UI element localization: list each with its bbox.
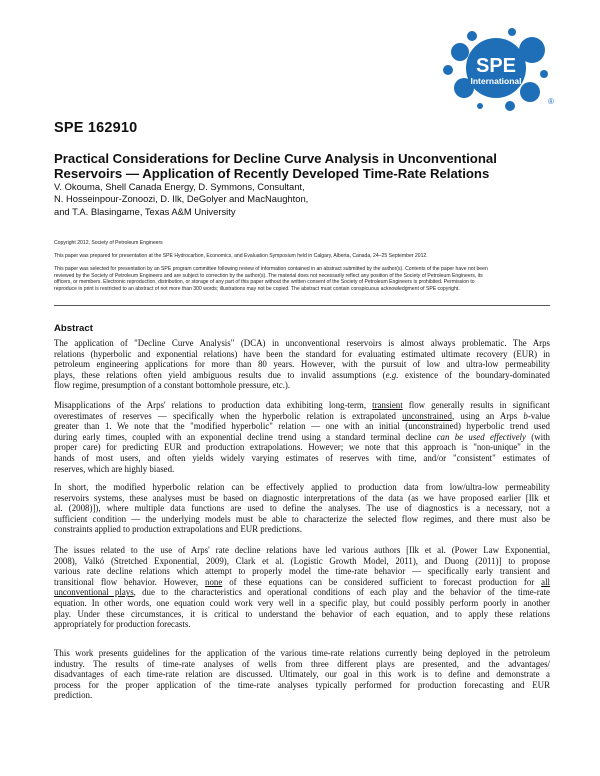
text-line: In short, the modified hyperbolic relation can be effectively applied to production data from low/ultra-low permeability [54, 482, 550, 492]
author-list [54, 181, 308, 218]
abstract-paragraph-2 [54, 400, 550, 474]
abstract-paragraph-4 [54, 545, 550, 630]
spe-international-logo [436, 22, 560, 114]
text-run: flow generally results in significant [402, 400, 550, 410]
selection-notice [54, 266, 550, 292]
logo-international-text: International [470, 76, 522, 86]
title-line: Practical Considerations for Decline Curve Analysis in Unconventional [54, 151, 497, 166]
text-line: 2008), Valkó (Stretched Exponential, 2009), Clark et al. (Logistic Growth Model, 2011), and Duong (2011)] to propose [54, 555, 550, 566]
text-run: , due to the characteristics and operational conditions of each play and the behavior of the time-rate [133, 587, 550, 598]
text-run: -value [527, 410, 550, 421]
abstract-paragraph-3 [54, 482, 550, 535]
text-line: petroleum engineering applications for more than 80 years. However, with the pursuit of low and ultra-low permeability [54, 359, 550, 370]
preparation-notice: This paper was prepared for presentation at the SPE Hydrocarbon, Economics, and Evaluation Symposium held in Calgary, Alberta, Canada, 24–25 September 2012. [54, 253, 428, 259]
underlined-run: all [541, 576, 550, 587]
text-line: This work presents guidelines for the application of the various time-rate relations currently being deployed in the petroleum [54, 648, 550, 658]
italic-run: e.g. [385, 369, 399, 380]
text-line: hands of most users, and often yields widely varying estimates of reserves with time, and/or "consistent" estimates of [54, 452, 550, 463]
text-run: Misapplications of the Arps' relations to production data exhibiting long-term, [54, 400, 373, 410]
paper-title [54, 151, 554, 181]
text-run: plays, these relations often yield ambiguous results due to invalid assumptions ( [54, 369, 386, 380]
underlined-run: unconstrained [402, 410, 452, 421]
notice-line: officers, or members. Electronic reproduction, distribution, or storage of any part of this paper without the written consent of the Society of Petroleum Engineers is prohibited. Permission to [54, 279, 475, 286]
text-line: constraints applied to production extrapolations and EUR predictions. [54, 524, 302, 535]
text-line [54, 400, 550, 411]
text-line: The issues related to the use of Arps' rate decline relations have led various authors [Ilk et al. (Power Law Exponential, [54, 545, 550, 555]
underlined-run: transient [372, 400, 403, 410]
text-line: greater than 1. We note that the "modified hyperbolic" relation — one with an initial (unconstrained) hyperbolic trend used [54, 421, 550, 432]
logo-spe-text: SPE [475, 55, 517, 77]
header-divider [54, 305, 550, 306]
text-line: appropriately for production forecasts. [54, 619, 191, 630]
text-line: prediction. [54, 690, 93, 701]
text-line: industry. The results of time-rate analyses of wells from three different plays are presented, and the advantages/ [54, 658, 550, 669]
text-line: reservoirs systems, these analyses must be based on diagnostic interpretations of the data (as we have proposed earlier [Ilk et [54, 492, 550, 503]
text-line: equation. In other words, one equation could work very well in a specific play, but could possibly perform poorly in another [54, 597, 550, 608]
text-line: al. (2008)]), where multiple data functions are used to define the analyses. The use of diagnostics is a necessary, not a [54, 503, 550, 514]
text-line: proper care) for predicting EUR and production extrapolations. However; we note that this approach is "non-unique" in the [54, 442, 550, 453]
italic-run: can be used effectively [436, 431, 526, 442]
text-run: of these equations can be considered sufficient to forecast production for [222, 576, 542, 587]
text-line: various rate decline relations which attempt to properly model the time-rate behavior — specifically early transient and [54, 566, 550, 577]
text-line: reserves, which are highly biased. [54, 463, 175, 474]
underlined-run: none [205, 576, 223, 587]
text-run: during early times, coupled with an exponential decline trend using a standard terminal decline [54, 431, 437, 442]
registered-mark: ® [548, 97, 554, 106]
abstract-paragraph-1 [54, 338, 550, 391]
text-line: sufficient condition — the underlying models must be able to characterize the selected flow regimes, and there must also be [54, 513, 550, 524]
text-line: The application of "Decline Curve Analysis" (DCA) in unconventional reservoirs is almost always problematic. The Arps [54, 338, 550, 348]
text-run: overestimates of reserves — specifically when the hyperbolic relation is extrapolated [54, 410, 403, 421]
text-line [54, 370, 550, 381]
title-line: Reservoirs — Application of Recently Developed Time-Rate Relations [54, 166, 490, 181]
text-line: relations (hyperbolic and exponential relations) have been the standard for evaluating estimated ultimate recovery (EUR) in [54, 348, 550, 359]
notice-line: reproduce in print is restricted to an abstract of not more than 300 words; illustrations may not be copied. The abstract must contain conspicuous acknowledgment of SPE copyright. [54, 285, 460, 292]
paper-id: SPE 162910 [54, 120, 138, 136]
copyright-notice: Copyright 2012, Society of Petroleum Engineers [54, 240, 163, 246]
text-line [54, 411, 550, 422]
text-run: transitional flow behavior. However, [54, 576, 206, 587]
text-line [54, 587, 550, 598]
text-run: , using an Arps [451, 410, 524, 421]
text-run: (with [525, 431, 550, 442]
text-line: flow regime, presumption of a constant bottomhole pressure, etc.). [54, 380, 291, 391]
notice-line: This paper was selected for presentation by an SPE program committee following review of information contained in an abstract submitted by the author(s). Contents of the paper have not been [54, 266, 488, 272]
text-line [54, 577, 550, 588]
text-line [54, 432, 550, 443]
text-line: disadvantages of each time-rate relation are discussed. Ultimately, our goal in this work is to define and demonstrate a [54, 669, 550, 680]
underlined-run: unconventional plays [54, 587, 134, 598]
text-line: process for the proper application of the time-rate analyses typically performed for production forecasting and EUR [54, 679, 550, 690]
abstract-paragraph-5 [54, 648, 550, 701]
abstract-heading: Abstract [54, 323, 93, 334]
author-line: N. Hosseinpour-Zonoozi, D. Ilk, DeGolyer and MacNaughton, [54, 193, 309, 205]
notice-line: reviewed by the Society of Petroleum Engineers and are subject to correction by the author(s). The material does not necessarily reflect any position of the Society of Petroleum Engineers, its [54, 272, 483, 279]
text-line: play. Under these circumstances, it is critical to understand the behavior of each equation, and to apply these relations [54, 608, 550, 619]
italic-run: b [523, 410, 528, 421]
author-line: and T.A. Blasingame, Texas A&M University [54, 205, 236, 217]
text-run: existence of the boundary-dominated [398, 369, 550, 380]
author-line: V. Okouma, Shell Canada Energy, D. Symmons, Consultant, [54, 181, 305, 192]
